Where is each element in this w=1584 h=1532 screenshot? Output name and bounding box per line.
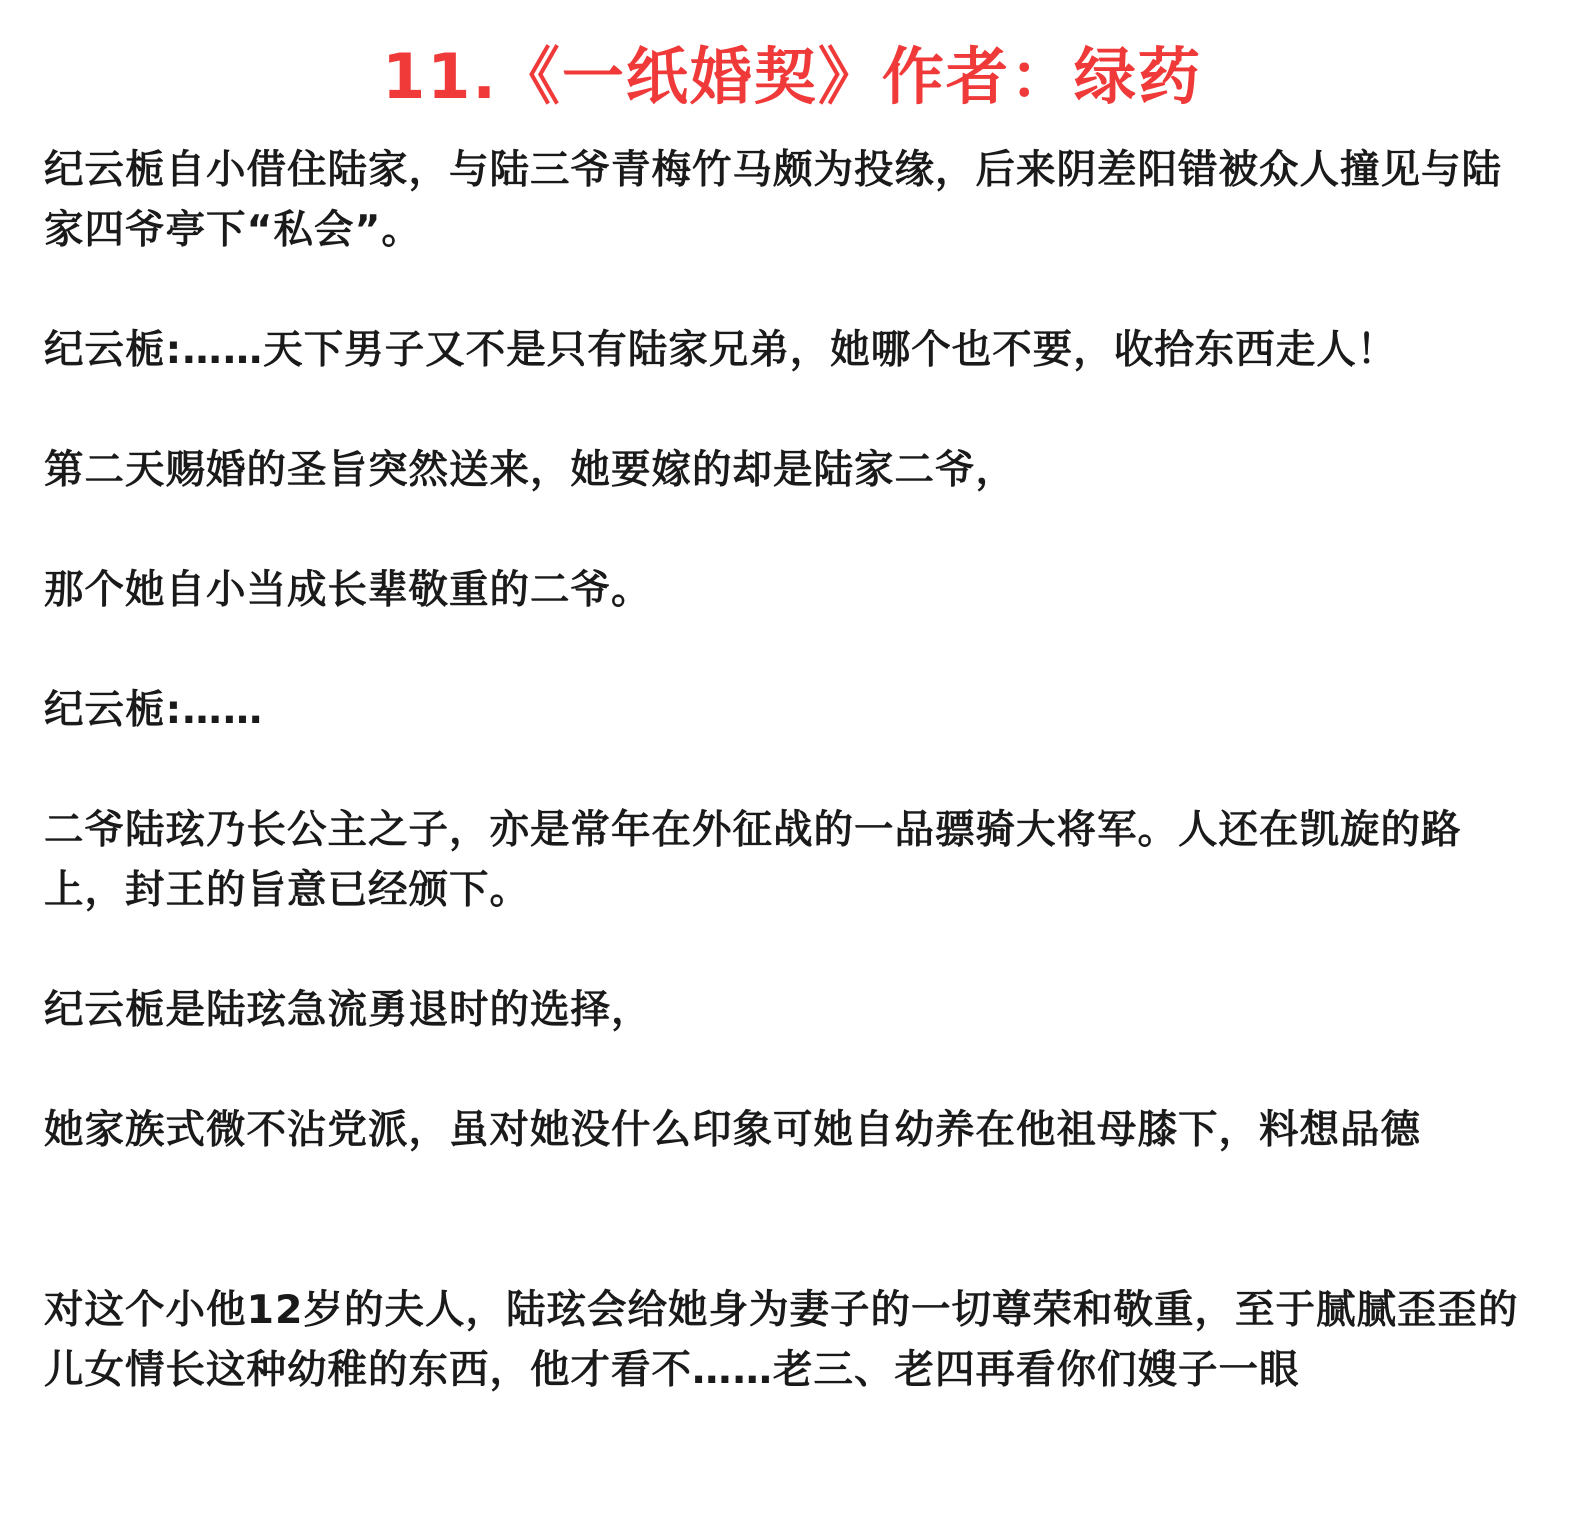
paragraph-6: 二爷陆玹乃长公主之子，亦是常年在外征战的一品骠骑大将军。人还在凯旋的路上，封王的旨意已经颁下。 bbox=[44, 807, 1462, 913]
paragraph-gap bbox=[44, 920, 1540, 980]
paragraph-7: 纪云栀是陆玹急流勇退时的选择， bbox=[44, 987, 652, 1033]
page-title: 11.《一纸婚契》作者：绿药 bbox=[382, 40, 1202, 113]
paragraph-gap bbox=[44, 620, 1540, 680]
paragraph-3: 第二天赐婚的圣旨突然送来，她要嫁的却是陆家二爷， bbox=[44, 447, 1016, 493]
paragraph-2: 纪云栀:……天下男子又不是只有陆家兄弟，她哪个也不要，收拾东西走人！ bbox=[44, 327, 1398, 373]
paragraph-gap bbox=[44, 1040, 1540, 1100]
paragraph-gap bbox=[44, 740, 1540, 800]
paragraph-gap bbox=[44, 260, 1540, 320]
paragraph-1: 纪云栀自小借住陆家，与陆三爷青梅竹马颇为投缘，后来阴差阳错被众人撞见与陆家四爷亭下“私会”。 bbox=[44, 147, 1502, 253]
paragraph-5: 纪云栀:…… bbox=[44, 687, 264, 733]
paragraph-9: 对这个小他12岁的夫人，陆玹会给她身为妻子的一切尊荣和敬重，至于腻腻歪歪的儿女情长这种幼稚的东西，他才看不……老三、老四再看你们嫂子一眼 bbox=[44, 1287, 1519, 1393]
paragraph-4: 那个她自小当成长辈敬重的二爷。 bbox=[44, 567, 652, 613]
paragraph-8: 她家族式微不沾党派，虽对她没什么印象可她自幼养在他祖母膝下，料想品德 bbox=[44, 1107, 1421, 1153]
paragraph-gap bbox=[44, 1160, 1540, 1280]
paragraph-gap bbox=[44, 500, 1540, 560]
synopsis-body bbox=[44, 140, 1540, 1400]
paragraph-gap bbox=[44, 380, 1540, 440]
